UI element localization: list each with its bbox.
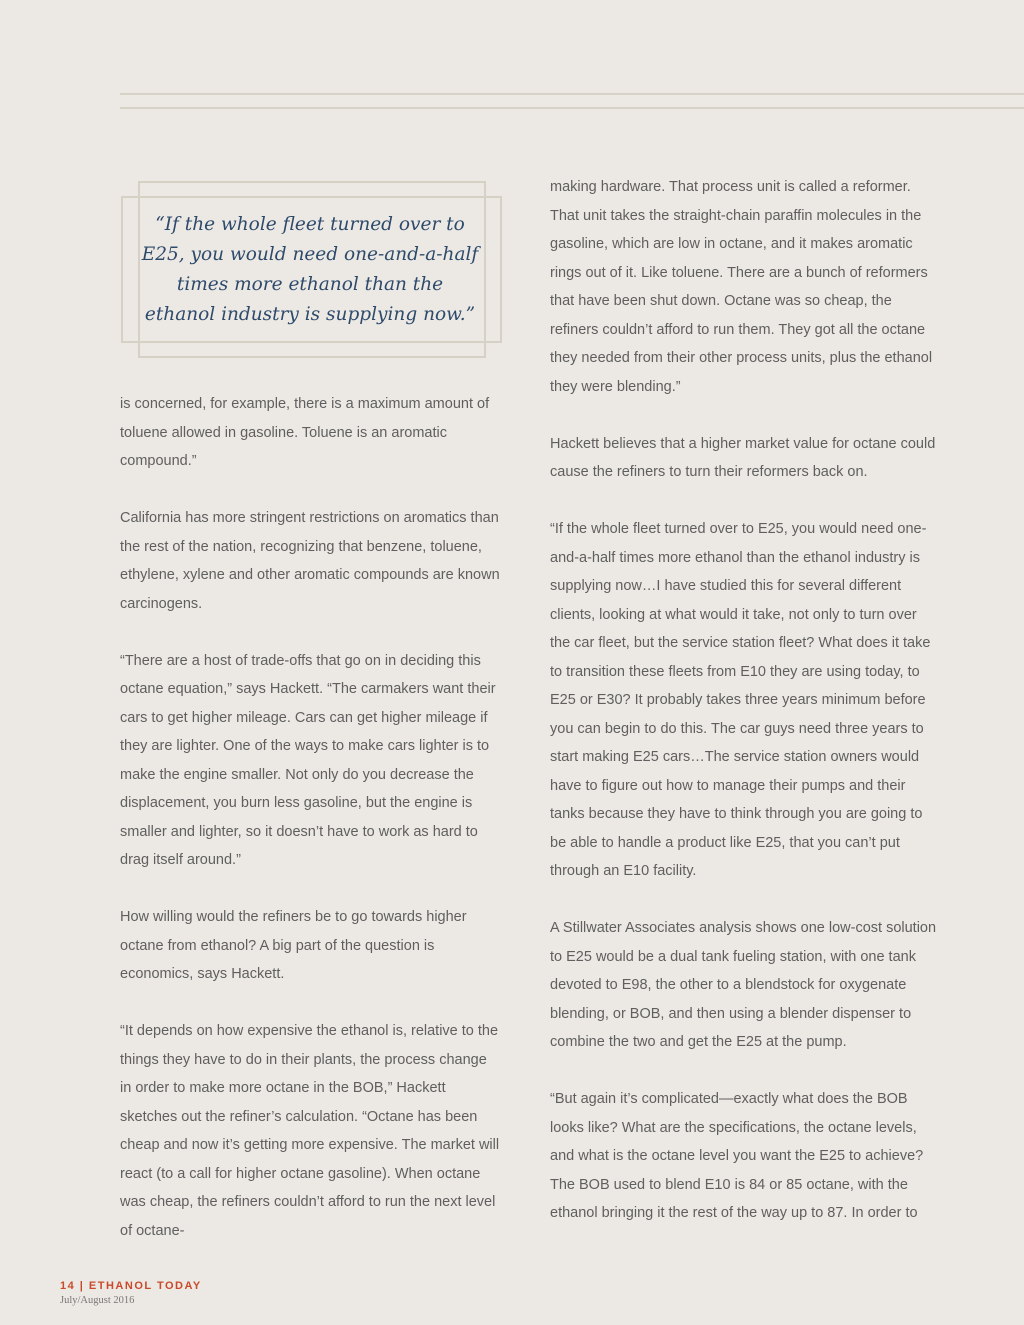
right-paragraph-4: A Stillwater Associates analysis shows one low-cost solution to E25 would be a dual tank fueling station, with one tank devoted to E98, the other to a blendstock for oxygenate blending, or BOB, and then using a blender dispenser to combine the two and get the E25 at the pump. (550, 920, 937, 1050)
footer-page-title: 14 | ETHANOL TODAY (60, 1280, 202, 1292)
left-paragraph-5: “It depends on how expensive the ethanol is, relative to the things they have to do in their plants, the process change in order to make more octane in the BOB,” Hackett sketches out the refiner’s calculation. “Octane has been cheap and now it’s getting more expensive. The market will react (to a call for higher octane gasoline). When octane was cheap, the refiners couldn’t afford to run the next level of octane- (120, 1023, 500, 1239)
right-column (550, 173, 938, 1256)
left-column (120, 390, 502, 1274)
right-paragraph-1: making hardware. That process unit is called a reformer. That unit takes the straight-chain paraffin molecules in the gasoline, which are low in octane, and it makes aromatic rings out of it. Like toluene. There are a bunch of reformers that have been shut down. Octane was so cheap, the refiners couldn’t afford to run them. They got all the octane they needed from their other process units, plus the ethanol they were blending.” (550, 179, 933, 395)
header-rule-bottom (120, 107, 1024, 109)
right-paragraph-2: Hackett believes that a higher market value for octane could cause the refiners to turn their reformers back on. (550, 435, 936, 480)
left-paragraph-4: How willing would the refiners be to go towards higher octane from ethanol? A big part of the question is economics, says Hackett. (120, 909, 467, 982)
left-paragraph-2: California has more stringent restrictions on aromatics than the rest of the nation, recognizing that benzene, toluene, ethylene, xylene and other aromatic compounds are known carcinogens. (120, 510, 500, 612)
right-paragraph-3: “If the whole fleet turned over to E25, you would need one-and-a-half times more ethanol than the ethanol industry is supplying now…I have studied this for several different clients, looking at what would it take, not only to turn over the car fleet, but the service station fleet? What does it take to transition these fleets from E10 they are using today, to E25 or E30? It probably takes three years minimum before you can begin to do this. The car guys need three years to start making E25 cars…The service station owners would have to figure out how to manage their pumps and their tanks because they have to think through you are going to be able to handle a product like E25, that you can’t put through an E10 facility. (550, 521, 931, 879)
footer-issue-date: July/August 2016 (60, 1295, 135, 1306)
header-rule-top (120, 93, 1024, 95)
left-paragraph-1: is concerned, for example, there is a maximum amount of toluene allowed in gasoline. Toluene is an aromatic compound.” (120, 396, 490, 469)
pull-quote: “If the whole fleet turned over to E25, you would need one-and-a-half times more ethanol than the ethanol industry is supplying now.” (141, 214, 479, 325)
right-paragraph-5: “But again it’s complicated—exactly what does the BOB looks like? What are the specifications, the octane levels, and what is the octane level you want the E25 to achieve? The BOB used to blend E10 is 84 or 85 octane, with the ethanol bringing it the rest of the way up to 87. In order to (550, 1091, 924, 1221)
left-paragraph-3: “There are a host of trade-offs that go on in deciding this octane equation,” says Hackett. “The carmakers want their cars to get higher mileage. Cars can get higher mileage if they are lighter. One of the ways to make cars lighter is to make the engine smaller. Not only do you decrease the displacement, you burn less gasoline, but the engine is smaller and lighter, so it doesn’t have to work as hard to drag itself around.” (120, 652, 496, 868)
